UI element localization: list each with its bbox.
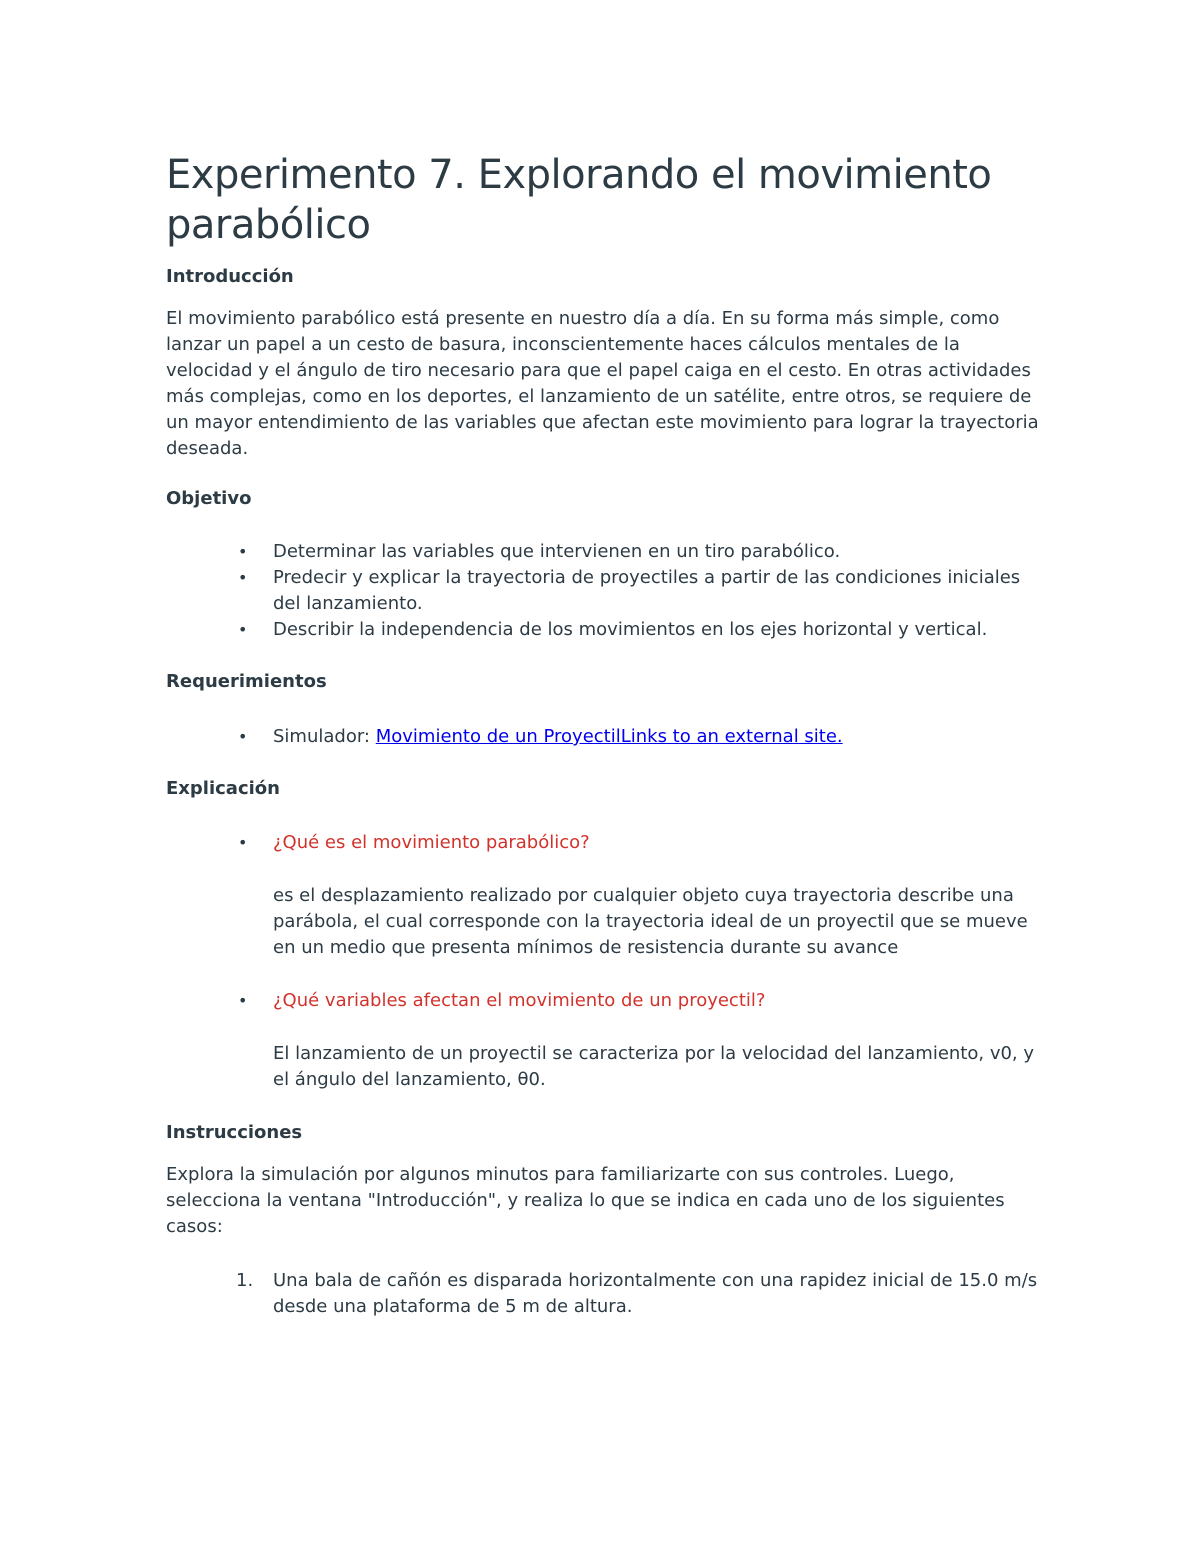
simulator-link[interactable]: Movimiento de un ProyectilLinks to an external site. [375,726,843,747]
list-item [166,724,1046,750]
instrucciones-paragraph: Explora la simulación por algunos minutos para familiarizarte con sus controles. Luego, selecciona la ventana "Introducción", y realiza lo que se indica en cada uno de los siguientes casos: [166,1164,1005,1237]
list-item: • Determinar las variables que intervienen en un tiro parabólico. [166,539,1046,565]
objetivo-list [166,539,1046,643]
bullet-icon: • [238,568,248,587]
document-page [166,150,1046,1320]
simulador-label: Simulador: [273,726,376,747]
instrucciones-list [166,1268,1046,1320]
answer-1: es el desplazamiento realizado por cualquier objeto cuya trayectoria describe una parábola, el cual corresponde con la trayectoria ideal de un proyectil que se mueve en un medio que presenta mínimos de resistencia durante su avance [273,885,1028,958]
title-line-1: Experimento 7. Explorando el movimiento [166,152,992,198]
numbered-item: 1. Una bala de cañón es disparada horizontalmente con una rapidez inicial de 15.0 m/s desde una plataforma de 5 m de altura. [236,1270,1038,1317]
requerimientos-list [166,724,1046,750]
intro-paragraph: El movimiento parabólico está presente en nuestro día a día. En su forma más simple, como lanzar un papel a un cesto de basura, inconscientemente haces cálculos mentales de la velocidad y el ángulo de tiro necesario para que el papel caiga en el cesto. En otras actividades más complejas, como en los deportes, el lanzamiento de un satélite, entre otros, se requiere de un mayor entendimiento de las variables que afectan este movimiento para lograr la trayectoria deseada. [166,308,1039,459]
title-line-2: parabólico [166,202,371,248]
explicacion-list [166,830,1046,856]
question-item [166,988,1046,1014]
question-2: ¿Qué variables afectan el movimiento de un proyectil? [273,990,766,1011]
bullet-icon: • [238,620,248,639]
item-number: 1. [236,1270,254,1291]
bullet-icon: • [238,833,248,852]
question-1: ¿Qué es el movimiento parabólico? [273,832,590,853]
list-item: • Predecir y explicar la trayectoria de proyectiles a partir de las condiciones iniciales del lanzamiento. [238,567,1021,614]
bullet-icon: • [238,727,248,746]
page-title [166,150,1046,250]
bullet-icon: • [238,991,248,1010]
requerimientos-heading: Requerimientos [166,671,327,692]
intro-heading: Introducción [166,266,294,287]
objetivo-heading: Objetivo [166,488,252,509]
explicacion-heading: Explicación [166,778,280,799]
list-item: • Describir la independencia de los movimientos en los ejes horizontal y vertical. [166,617,1046,643]
question-item [166,830,1046,856]
explicacion-list-2 [166,988,1046,1014]
bullet-icon: • [238,542,248,561]
instrucciones-heading: Instrucciones [166,1122,303,1143]
answer-2: El lanzamiento de un proyectil se caracteriza por la velocidad del lanzamiento, v0, y el ángulo del lanzamiento, θ0. [273,1043,1035,1090]
